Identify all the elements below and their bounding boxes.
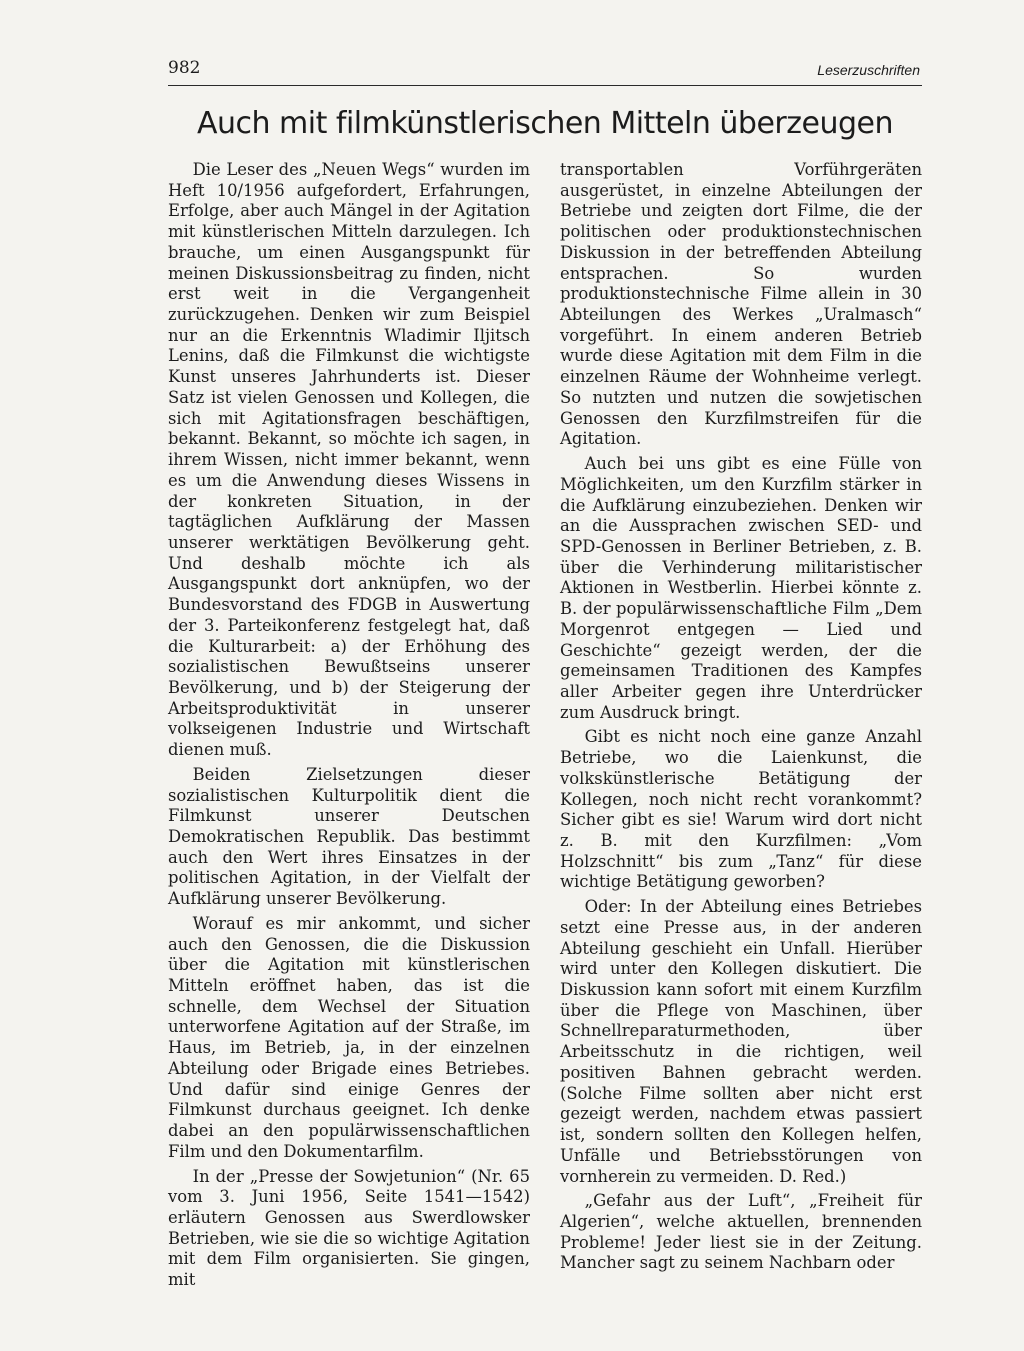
header-rule [168,85,922,86]
paragraph: „Gefahr aus der Luft“, „Freiheit für Algerien“, welche aktuellen, brennenden Probleme! Jeder liest sie in der Zeitung. Mancher sagt zu seinem Nachbarn oder [560,1191,922,1273]
paragraph: In der „Presse der Sowjetunion“ (Nr. 65 vom 3. Juni 1956, Seite 1541—1542) erläutern Genossen aus Swerdlowsker Betrieben, wie sie die so wichtige Agitation mit dem Film organisierten. Sie gingen, mit [168,1166,530,1290]
article-title: Auch mit filmkünstlerischen Mitteln überzeugen [196,106,894,141]
paragraph: Auch bei uns gibt es eine Fülle von Möglichkeiten, um den Kurzfilm stärker in die Aufklärung einzubeziehen. Denken wir an die Aussprachen zwischen SED- und SPD-Genossen in Berliner Betrieben, z. B. über die Verhinderung militaristischer Aktionen in Westberlin. Hierbei könnte z. B. der populärwissenschaftliche Film „Dem Morgenrot entgegen — Lied und Geschichte“ gezeigt werden, der die gemeinsamen Traditionen des Kampfes aller Arbeiter gegen ihre Unterdrücker zum Ausdruck bringt. [560,454,922,722]
paragraph: Beiden Zielsetzungen dieser sozialistischen Kulturpolitik dient die Filmkunst unserer Deutschen Demokratischen Republik. Das bestimmt auch den Wert ihres Einsatzes in der politischen Agitation, in der Vielfalt der Aufklärung unserer Bevölkerung. [168,764,530,909]
paragraph: Worauf es mir ankommt, und sicher auch den Genossen, die die Diskussion über die Agitation mit künstlerischen Mitteln eröffnet haben, das ist die schnelle, dem Wechsel der Situation unterworfene Agitation auf der Straße, im Haus, im Betrieb, ja, in der einzelnen Abteilung oder Brigade eines Betriebes. Und dafür sind einige Genres der Filmkunst durchaus geeignet. Ich denke dabei an den populärwissenschaftlichen Film und den Dokumentarfilm. [168,913,530,1161]
paragraph: Die Leser des „Neuen Wegs“ wurden im Heft 10/1956 aufgefordert, Erfahrungen, Erfolge, aber auch Mängel in der Agitation mit künstlerischen Mitteln darzulegen. Ich brauche, um einen Ausgangspunkt für meinen Diskussionsbeitrag zu finden, nicht erst weit in die Vergangenheit zurückzugehen. Denken wir zum Beispiel nur an die Erkenntnis Wladimir Iljitsch Lenins, daß die Filmkunst die wichtigste Kunst unseres Jahrhunderts ist. Dieser Satz ist vielen Genossen und Kollegen, die sich mit Agitationsfragen beschäftigen, bekannt. Bekannt, so möchte ich sagen, in ihrem Wissen, nicht immer bekannt, wenn es um die Anwendung dieses Wissens in der konkreten Situation, in der tagtäglichen Aufklärung der Massen unserer werktätigen Bevölkerung geht. Und deshalb möchte ich als Ausgangspunkt dort anknüpfen, wo der Bundesvorstand des FDGB in Auswertung der 3. Parteikonferenz festgelegt hat, daß die Kulturarbeit: a) der Erhöhung des sozialistischen Bewußtseins unserer Bevölkerung, und b) der Steigerung der Arbeitsproduktivität in unserer volkseigenen Industrie und Wirtschaft dienen muß. [168,160,530,760]
paragraph: transportablen Vorführgeräten ausgerüstet, in einzelne Abteilungen der Betriebe und zeigten dort Filme, die der politischen oder produktionstechnischen Diskussion in der betreffenden Abteilung entsprachen. So wurden produktionstechnische Filme allein in 30 Abteilungen des Werkes „Uralmasch“ vorgeführt. In einem anderen Betrieb wurde diese Agitation mit dem Film in die einzelnen Räume der Wohnheime verlegt. So nutzten und nutzen die sowjetischen Genossen den Kurzfilmstreifen für die Agitation. [560,160,922,449]
paragraph: Oder: In der Abteilung eines Betriebes setzt eine Presse aus, in der anderen Abteilung geschieht ein Unfall. Hierüber wird unter den Kollegen diskutiert. Die Diskussion kann sofort mit einem Kurzfilm über die Pflege von Maschinen, über Schnellreparaturmethoden, über Arbeitsschutz in die richtigen, weil positiven Bahnen gebracht werden. (Solche Filme sollten aber nicht erst gezeigt werden, nachdem etwas passiert ist, sondern sollten den Kollegen helfen, Unfälle und Betriebsstörungen von vornherein zu vermeiden. D. Red.) [560,897,922,1186]
right-column [560,160,922,1278]
page-number: 982 [168,58,201,78]
paragraph: Gibt es nicht noch eine ganze Anzahl Betriebe, wo die Laienkunst, die volkskünstlerische Betätigung der Kollegen, noch nicht recht vorankommt? Sicher gibt es sie! Warum wird dort nicht z. B. mit den Kurzfilmen: „Vom Holzschnitt“ bis zum „Tanz“ für diese wichtige Betätigung geworben? [560,727,922,892]
section-heading: Leserzuschriften [817,62,920,78]
left-column [168,160,530,1295]
